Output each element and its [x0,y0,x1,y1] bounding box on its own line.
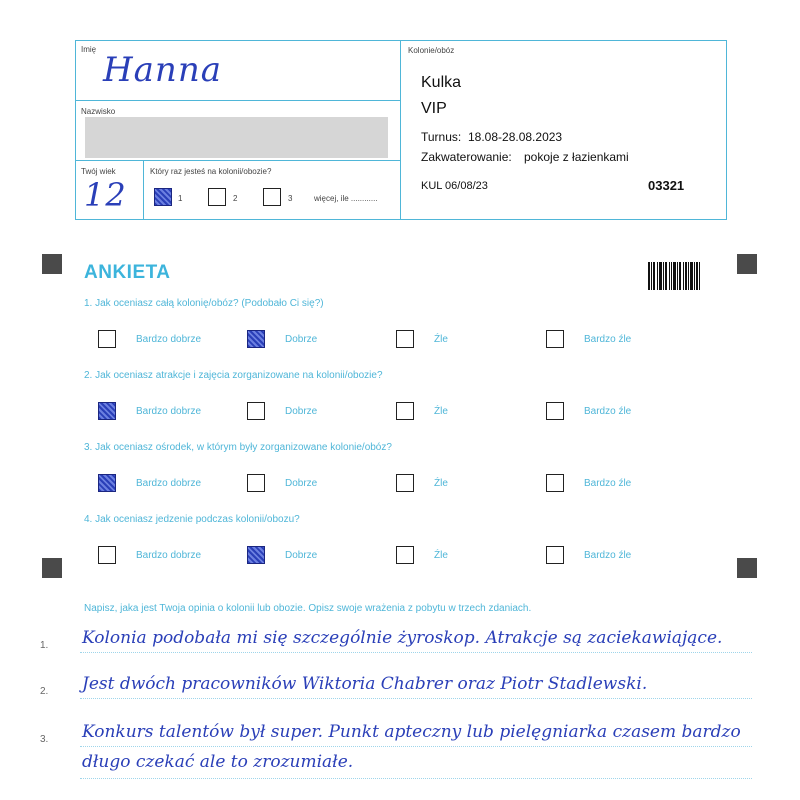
q4-checkbox-2[interactable] [247,546,265,564]
answer-line [80,746,752,747]
redacted-surname [85,117,388,158]
line-number-1: 1. [40,640,49,651]
q3-checkbox-2[interactable] [247,474,265,492]
opinion-line-4: długo czekać ale to zrozumiałe. [82,752,354,772]
line-number-2: 2. [40,686,49,697]
q1-option-label: Źle [434,334,448,345]
registration-mark [42,254,62,274]
q2-checkbox-4[interactable] [546,402,564,420]
times-checkbox-1[interactable] [154,188,172,206]
name-value: Hanna [103,50,222,90]
q2-checkbox-3[interactable] [396,402,414,420]
answer-line [80,652,752,653]
q4-option-label: Dobrze [285,550,318,561]
q1-checkbox-1[interactable] [98,330,116,348]
colony-label: Kolonie/obóz [408,46,455,55]
times-more: więcej, ile ............ [314,194,378,203]
q2-option-label: Źle [434,406,448,417]
question-3: 3. Jak oceniasz ośrodek, w którym były zorganizowane kolonie/obóz? [84,442,392,453]
times-option-3: 3 [288,194,293,203]
colony-name: Kulka [421,74,462,91]
q3-checkbox-1[interactable] [98,474,116,492]
surname-label: Nazwisko [81,107,116,116]
age-value: 12 [84,176,127,214]
turnus-value: 18.08-28.08.2023 [468,130,563,144]
question-1: 1. Jak oceniasz całą kolonię/obóz? (Podobało Ci się?) [84,298,324,309]
answer-line [80,698,752,699]
times-option-2: 2 [233,194,238,203]
form-number: 03321 [648,178,685,193]
accommodation-label: Zakwaterowanie: [421,150,512,164]
header-row-line [75,100,400,101]
q1-option-label: Bardzo źle [584,334,632,345]
q3-checkbox-3[interactable] [396,474,414,492]
q2-option-label: Bardzo źle [584,406,632,417]
q1-option-label: Dobrze [285,334,318,345]
barcode [648,262,700,290]
q2-checkbox-2[interactable] [247,402,265,420]
accommodation-value: pokoje z łazienkami [524,150,629,164]
q3-option-label: Bardzo źle [584,478,632,489]
q1-checkbox-2[interactable] [247,330,265,348]
colony-code: KUL 06/08/23 [421,180,488,192]
q3-option-label: Źle [434,478,448,489]
q2-checkbox-1[interactable] [98,402,116,420]
colony-type: VIP [421,100,447,117]
q3-option-label: Dobrze [285,478,318,489]
q4-option-label: Bardzo dobrze [136,550,202,561]
opinion-line-3: Konkurs talentów był super. Punkt apteczny lub pielęgniarka czasem bardzo [82,722,741,742]
q4-checkbox-1[interactable] [98,546,116,564]
q3-checkbox-4[interactable] [546,474,564,492]
times-checkbox-3[interactable] [263,188,281,206]
q3-option-label: Bardzo dobrze [136,478,202,489]
answer-line [80,778,752,779]
header-cell-line [143,160,144,220]
opinion-instruction: Napisz, jaka jest Twoja opinia o kolonii lub obozie. Opisz swoje wrażenia z pobytu w trzech zdaniach. [84,603,532,614]
line-number-3: 3. [40,734,49,745]
survey-title: ANKIETA [84,262,171,283]
registration-mark [42,558,62,578]
registration-mark [737,558,757,578]
question-4: 4. Jak oceniasz jedzenie podczas kolonii/obozu? [84,514,300,525]
header-divider [400,40,401,220]
age-label: Twój wiek [81,167,116,176]
registration-mark [737,254,757,274]
opinion-line-2: Jest dwóch pracowników Wiktoria Chabrer oraz Piotr Stadlewski. [82,674,648,694]
times-checkbox-2[interactable] [208,188,226,206]
opinion-line-1: Kolonia podobała mi się szczególnie żyroskop. Atrakcje są zaciekawiające. [82,628,723,648]
header-row-line [75,160,400,161]
times-label: Który raz jesteś na kolonii/obozie? [150,167,272,176]
q4-option-label: Źle [434,550,448,561]
q2-option-label: Bardzo dobrze [136,406,202,417]
turnus-label: Turnus: [421,130,462,144]
q4-checkbox-3[interactable] [396,546,414,564]
name-label: Imię [81,45,97,54]
q1-checkbox-3[interactable] [396,330,414,348]
question-2: 2. Jak oceniasz atrakcje i zajęcia zorganizowane na kolonii/obozie? [84,370,383,381]
times-option-1: 1 [178,194,183,203]
q1-option-label: Bardzo dobrze [136,334,202,345]
q4-option-label: Bardzo źle [584,550,632,561]
q1-checkbox-4[interactable] [546,330,564,348]
q4-checkbox-4[interactable] [546,546,564,564]
q2-option-label: Dobrze [285,406,318,417]
